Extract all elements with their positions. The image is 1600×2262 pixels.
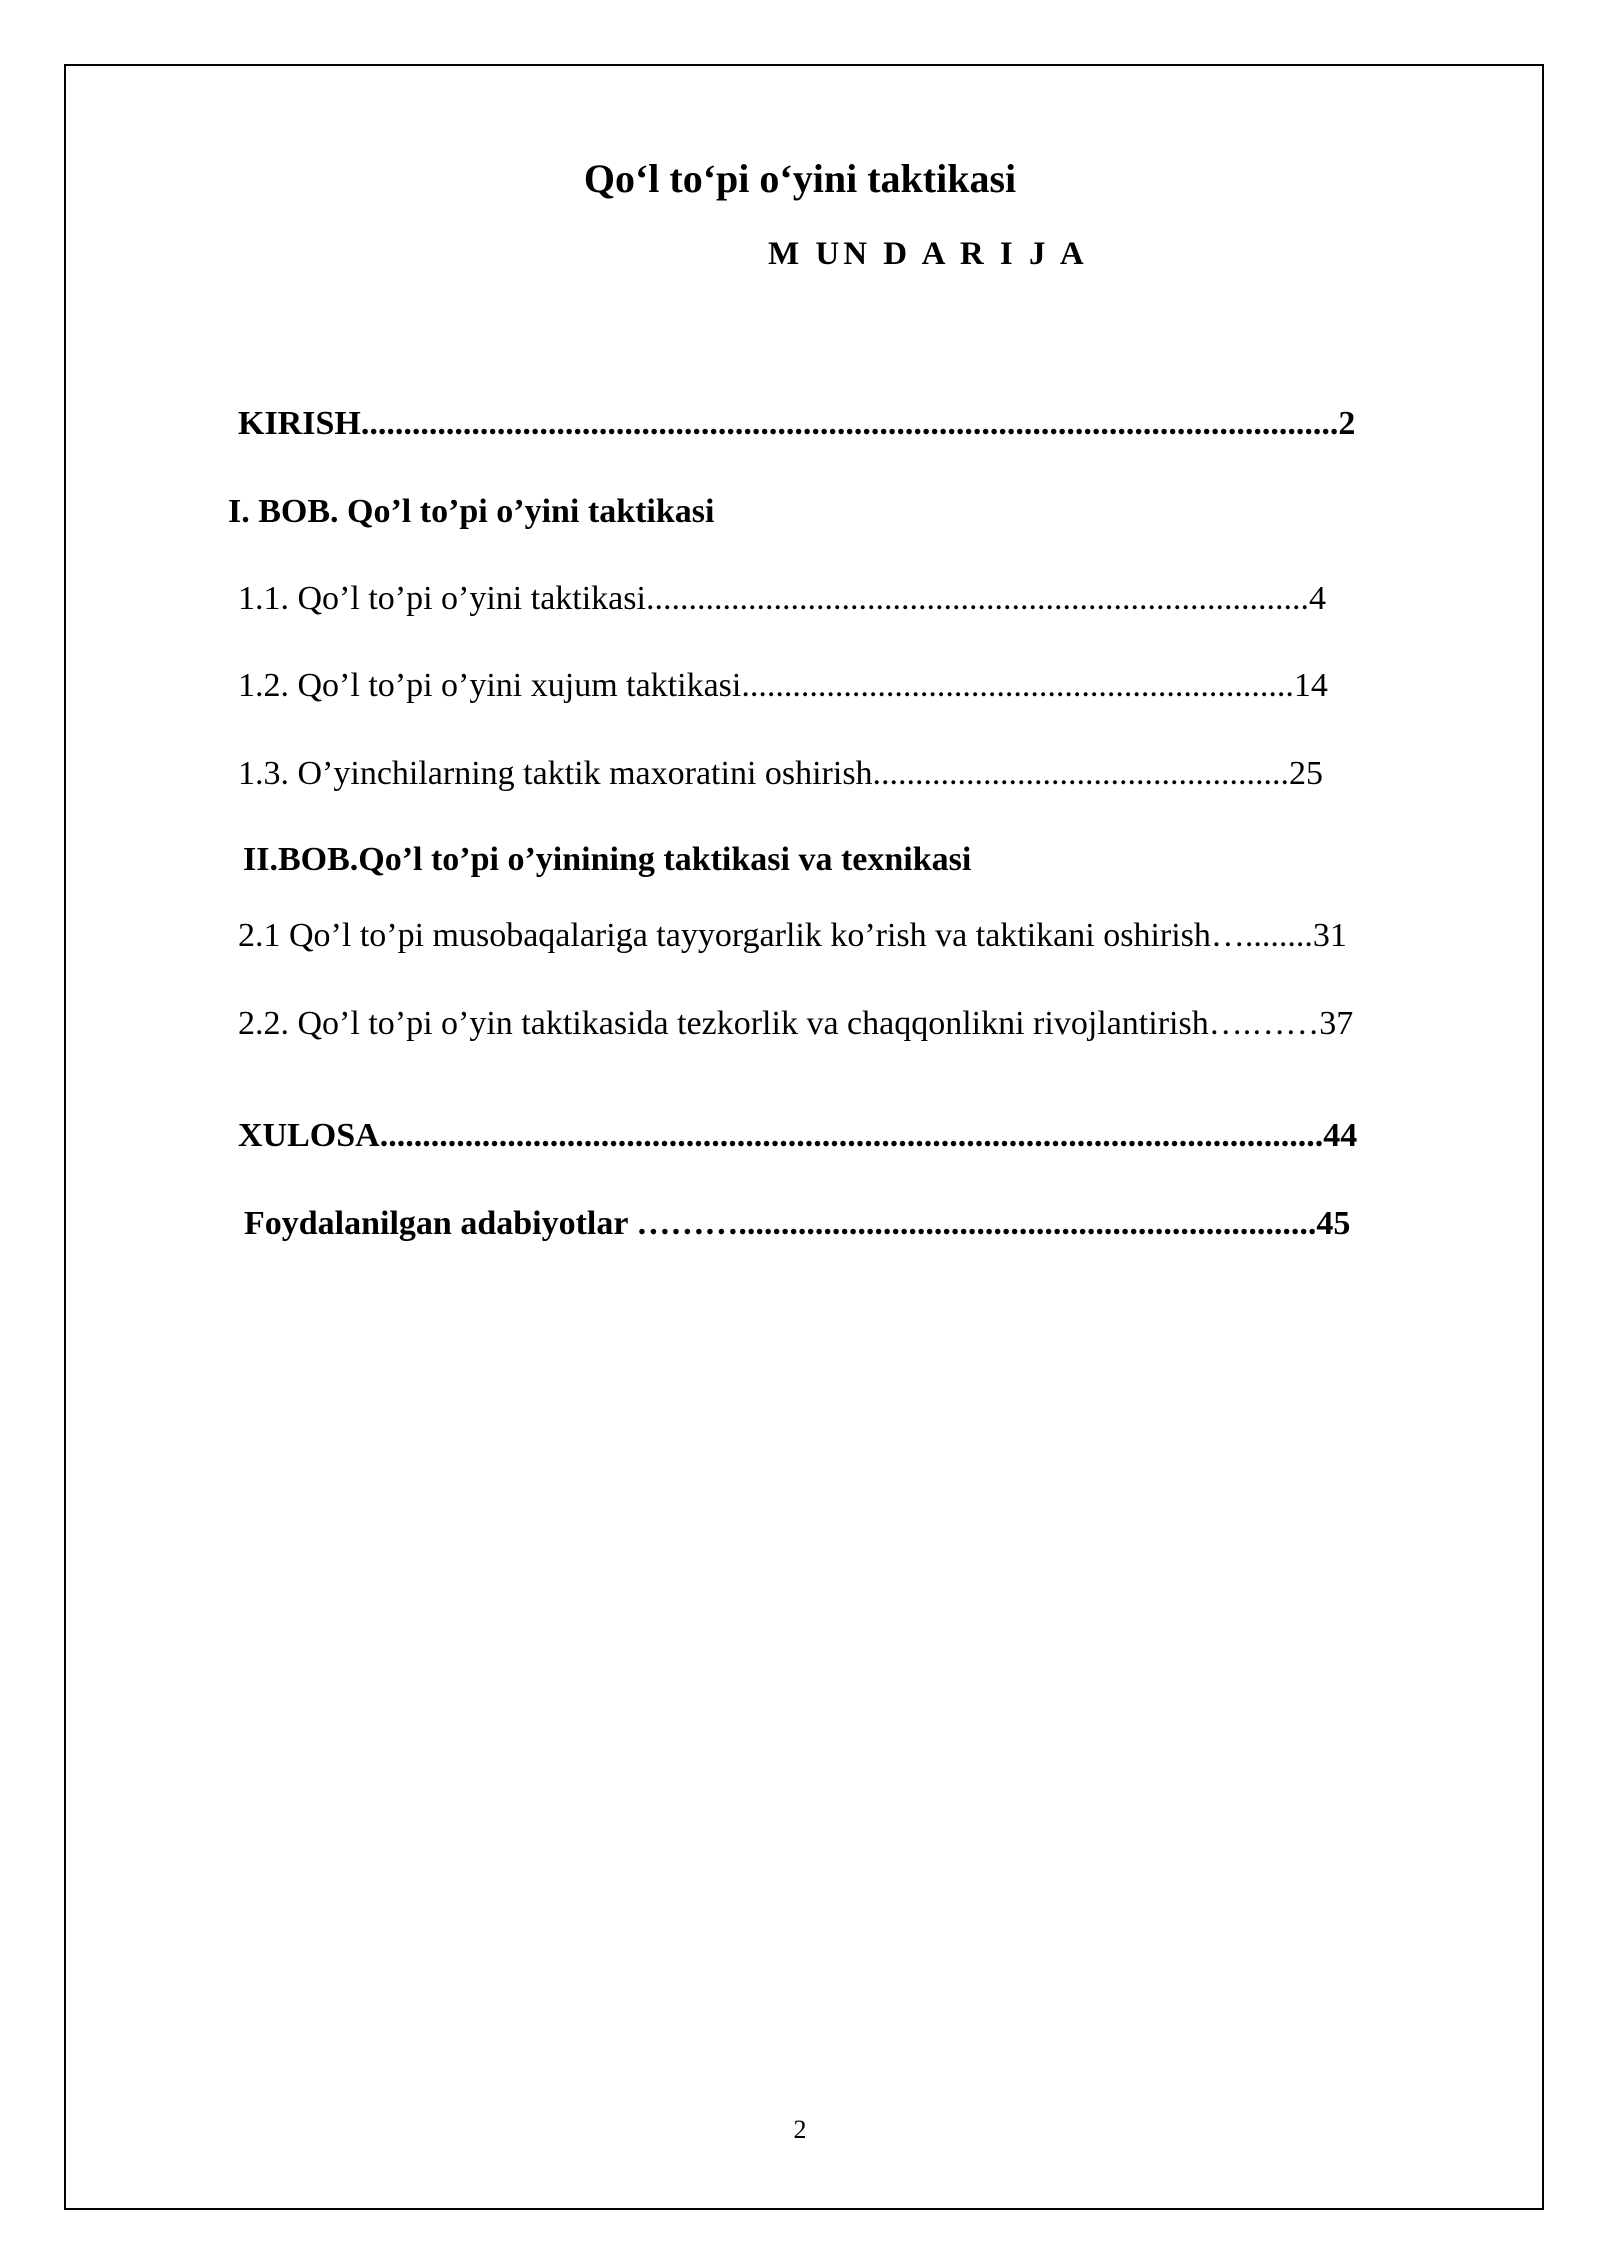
toc-entry-kirish: KIRISH...................................................................................................................2 [238, 405, 1356, 442]
toc-chapter-1: I. BOB. Qo’l to’pi o’yini taktikasi [228, 493, 715, 530]
document-subtitle: M UN D A R I J A [768, 236, 1088, 272]
toc-entry-1-1: 1.1. Qo’l to’pi o’yini taktikasi..............................................................................4 [238, 580, 1326, 617]
toc-entry-1-2: 1.2. Qo’l to’pi o’yini xujum taktikasi.................................................................14 [238, 667, 1328, 704]
toc-entry-1-3: 1.3. O’yinchilarning taktik maxoratini oshirish.................................................25 [238, 755, 1324, 792]
toc-entry-2-2: 2.2. Qo’l to’pi o’yin taktikasida tezkorlik va chaqqonlikni rivojlantirish….……37 [238, 1005, 1354, 1042]
toc-entry-xulosa: XULOSA...............................................................................................................44 [238, 1117, 1358, 1154]
toc-chapter-2: II.BOB.Qo’l to’pi o’yinining taktikasi va texnikasi [243, 841, 972, 878]
page-number: 2 [793, 2115, 807, 2144]
toc-entry-adabiyotlar: Foydalanilgan adabiyotlar ………....................................................................45 [244, 1205, 1351, 1242]
toc-entry-2-1: 2.1 Qo’l to’pi musobaqalariga tayyorgarlik ko’rish va taktikani oshirish…........31 [238, 917, 1347, 954]
document-title: Qo‘l to‘pi o‘yini taktikasi [583, 156, 1017, 201]
